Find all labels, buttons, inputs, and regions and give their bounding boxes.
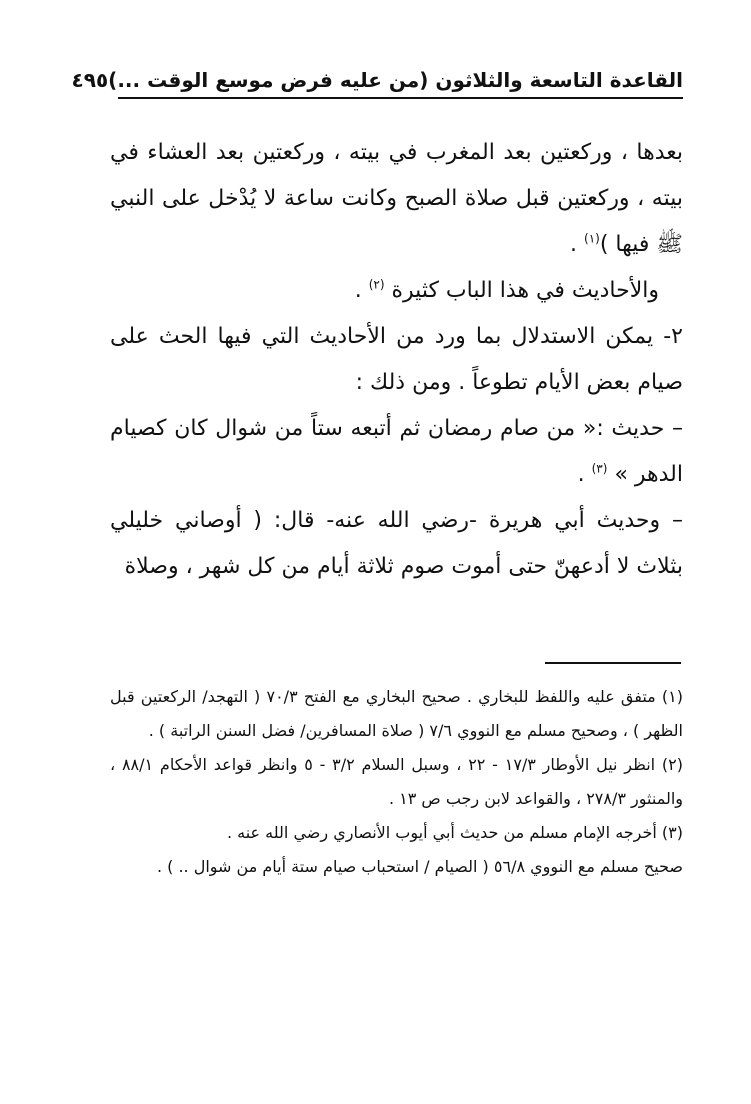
footnote: (٢) انظر نيل الأوطار ١٧/٣ - ٢٢ ، وسبل السلام ٣/٢ - ٥ وانظر قواعد الأحكام ٨٨/١ ، والمنثور ٢٧٨/٣ ، والقواعد لابن رجب ص ١٣ .	[110, 755, 683, 808]
footnote: (١) متفق عليه واللفظ للبخاري . صحيح البخاري مع الفتح ٧٠/٣ ( التهجد/ الركعتين قبل الظهر ) ، وصحيح مسلم مع النووي ٧/٦ ( صلاة المسافرين/ فضل السنن الراتبة ) .	[110, 687, 684, 740]
footnote-divider	[545, 662, 681, 664]
page-number: ٤٩٥	[71, 68, 109, 92]
paragraph	[110, 314, 683, 406]
punctuation: .	[570, 232, 578, 257]
paragraph	[110, 498, 683, 590]
punctuation: .	[354, 278, 362, 303]
footnote-ref: (١)	[584, 231, 600, 246]
main-text	[110, 130, 683, 590]
paragraph-text: – حديث :« من صام رمضان ثم أتبعه ستاً من شوال كان كصيام الدهر »	[110, 416, 683, 487]
paragraph	[110, 130, 683, 268]
footnote: (٣) أخرجه الإمام مسلم من حديث أبي أيوب الأنصاري رضي الله عنه .	[226, 823, 683, 842]
paragraph-text: – وحديث أبي هريرة -رضي الله عنه- قال: ( أوصاني خليلي بثلاث لا أدعهنّ حتى أموت صوم ثلاثة أيام من كل شهر ، وصلاة	[110, 508, 683, 579]
chapter-title: القاعدة التاسعة والثلاثون (من عليه فرض موسع الوقت ...)	[108, 68, 683, 92]
header-divider	[118, 97, 683, 99]
footnote-ref: (٣)	[591, 461, 608, 476]
footnote-ref: (٢)	[368, 277, 385, 292]
footnotes	[110, 680, 683, 884]
footnote-continuation: صحيح مسلم مع النووي ٥٦/٨ ( الصيام / استحباب صيام ستة أيام من شوال .. ) .	[156, 857, 683, 876]
paragraph-text: ٢- يمكن الاستدلال بما ورد من الأحاديث التي فيها الحث على صيام بعض الأيام تطوعاً . ومن ذلك :	[110, 324, 683, 395]
paragraph-text: بعدها ، وركعتين بعد المغرب في بيته ، وركعتين بعد العشاء في بيته ، وركعتين قبل صلاة الصبح وكانت ساعة لا يُدْخل على النبي ﷺ فيها )	[110, 140, 683, 257]
paragraph	[110, 406, 683, 498]
punctuation: .	[577, 462, 585, 487]
paragraph-text: والأحاديث في هذا الباب كثيرة	[391, 278, 659, 303]
paragraph	[110, 268, 683, 314]
running-header	[71, 52, 683, 92]
